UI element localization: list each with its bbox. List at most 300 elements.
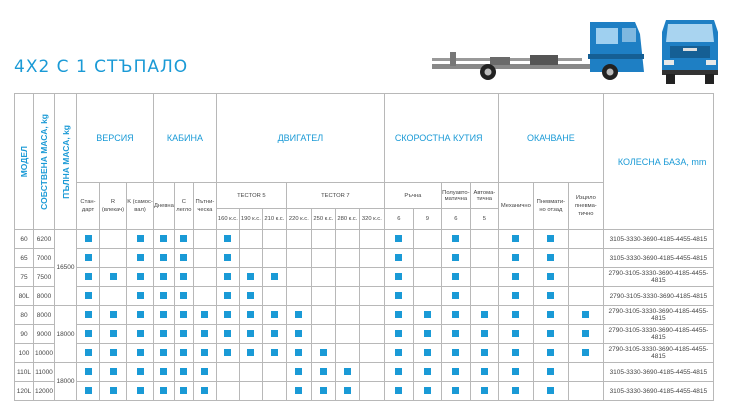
cell-availability xyxy=(311,363,335,382)
cell-availability xyxy=(154,344,175,363)
cell-availability xyxy=(470,344,498,363)
available-square-icon xyxy=(395,368,402,375)
available-square-icon xyxy=(582,330,589,337)
cell-availability xyxy=(193,325,216,344)
available-square-icon xyxy=(512,387,519,394)
cell-availability xyxy=(239,249,262,268)
cell-availability xyxy=(384,268,413,287)
available-square-icon xyxy=(137,235,144,242)
cell-availability xyxy=(239,344,262,363)
header-wheelbase: КОЛЕСНА БАЗА, mm xyxy=(603,94,713,230)
cell-model: 60 xyxy=(15,230,34,249)
cell-availability xyxy=(262,325,286,344)
available-square-icon xyxy=(180,235,187,242)
sub-version-tractor: R (влекач) xyxy=(100,183,127,230)
cell-availability xyxy=(359,268,384,287)
cell-availability xyxy=(216,268,239,287)
available-square-icon xyxy=(180,273,187,280)
table-row xyxy=(15,363,714,382)
cell-availability xyxy=(568,325,603,344)
available-square-icon xyxy=(271,330,278,337)
available-square-icon xyxy=(160,330,167,337)
available-square-icon xyxy=(547,273,554,280)
cell-availability xyxy=(262,230,286,249)
sub-gearbox-6-semiauto: 6 xyxy=(441,209,470,230)
available-square-icon xyxy=(180,387,187,394)
cell-availability xyxy=(127,363,154,382)
available-square-icon xyxy=(395,349,402,356)
cell-availability xyxy=(154,287,175,306)
available-square-icon xyxy=(452,254,459,261)
cell-availability xyxy=(498,287,533,306)
cell-availability xyxy=(384,344,413,363)
cell-availability xyxy=(470,382,498,401)
available-square-icon xyxy=(224,311,231,318)
available-square-icon xyxy=(180,292,187,299)
cell-availability xyxy=(239,230,262,249)
sub-version-standard: Стан-дарт xyxy=(77,183,100,230)
header-engine: ДВИГАТЕЛ xyxy=(216,94,384,183)
cell-availability xyxy=(533,268,568,287)
cell-model: 75 xyxy=(15,268,34,287)
cell-availability xyxy=(216,230,239,249)
sub-engine-tector5: TECTOR 5 xyxy=(216,183,286,209)
header-suspension: ОКАЧВАНЕ xyxy=(498,94,603,183)
available-square-icon xyxy=(160,235,167,242)
specification-table xyxy=(14,93,714,401)
cell-availability xyxy=(498,268,533,287)
cell-availability xyxy=(286,306,311,325)
cell-availability xyxy=(384,382,413,401)
sub-engine-220: 220 к.с. xyxy=(286,209,311,230)
table-row xyxy=(15,230,714,249)
available-square-icon xyxy=(180,349,187,356)
available-square-icon xyxy=(320,349,327,356)
cell-full-mass: 18000 xyxy=(55,363,77,401)
available-square-icon xyxy=(110,273,117,280)
available-square-icon xyxy=(85,292,92,299)
cell-availability xyxy=(533,325,568,344)
sub-gearbox-5-auto: 5 xyxy=(470,209,498,230)
cell-availability xyxy=(77,344,100,363)
available-square-icon xyxy=(224,330,231,337)
sub-engine-190: 190 к.с. xyxy=(239,209,262,230)
available-square-icon xyxy=(452,235,459,242)
cell-availability xyxy=(470,325,498,344)
cell-availability xyxy=(193,268,216,287)
cell-availability xyxy=(174,363,193,382)
cell-availability xyxy=(100,249,127,268)
cell-availability xyxy=(498,230,533,249)
cell-full-mass: 16500 xyxy=(55,230,77,306)
header-own-mass: СОБСТВЕНА МАСА, kg xyxy=(34,94,55,230)
cell-availability xyxy=(384,306,413,325)
cell-availability xyxy=(154,325,175,344)
available-square-icon xyxy=(247,311,254,318)
cell-availability xyxy=(359,363,384,382)
available-square-icon xyxy=(547,368,554,375)
available-square-icon xyxy=(201,349,208,356)
cell-availability xyxy=(311,268,335,287)
sub-engine-tector7: TECTOR 7 xyxy=(286,183,384,209)
sub-engine-250: 250 к.с. xyxy=(311,209,335,230)
available-square-icon xyxy=(201,311,208,318)
available-square-icon xyxy=(344,368,351,375)
available-square-icon xyxy=(395,292,402,299)
available-square-icon xyxy=(424,387,431,394)
cell-availability xyxy=(154,363,175,382)
available-square-icon xyxy=(481,311,488,318)
cell-availability xyxy=(286,344,311,363)
available-square-icon xyxy=(295,387,302,394)
cell-wheelbase: 3105-3330-3690-4185-4455-4815 xyxy=(603,249,713,268)
cell-own-mass: 11000 xyxy=(34,363,55,382)
sub-version-tipper: K (самос-вал) xyxy=(127,183,154,230)
cell-availability xyxy=(413,268,441,287)
cell-availability xyxy=(193,230,216,249)
available-square-icon xyxy=(295,330,302,337)
available-square-icon xyxy=(481,349,488,356)
available-square-icon xyxy=(180,254,187,261)
available-square-icon xyxy=(247,349,254,356)
table-row xyxy=(15,287,714,306)
cell-availability xyxy=(413,382,441,401)
cell-wheelbase: 3105-3330-3690-4185-4455-4815 xyxy=(603,363,713,382)
cell-availability xyxy=(193,287,216,306)
cell-availability xyxy=(286,249,311,268)
available-square-icon xyxy=(512,311,519,318)
cell-model: 110L xyxy=(15,363,34,382)
cell-own-mass: 12000 xyxy=(34,382,55,401)
sub-gearbox-manual: Ръчна xyxy=(384,183,441,209)
available-square-icon xyxy=(271,273,278,280)
cell-availability xyxy=(335,268,359,287)
available-square-icon xyxy=(247,330,254,337)
available-square-icon xyxy=(224,292,231,299)
cell-availability xyxy=(77,268,100,287)
cell-availability xyxy=(239,382,262,401)
available-square-icon xyxy=(160,387,167,394)
cell-own-mass: 7000 xyxy=(34,249,55,268)
available-square-icon xyxy=(512,349,519,356)
available-square-icon xyxy=(481,387,488,394)
cell-availability xyxy=(127,287,154,306)
sub-gearbox-9-manual: 9 xyxy=(413,209,441,230)
available-square-icon xyxy=(137,330,144,337)
cell-availability xyxy=(262,363,286,382)
cell-availability xyxy=(568,249,603,268)
cell-availability xyxy=(127,306,154,325)
cell-availability xyxy=(239,363,262,382)
available-square-icon xyxy=(137,254,144,261)
cell-own-mass: 8000 xyxy=(34,306,55,325)
sub-cab-crew: Пътни-ческа xyxy=(193,183,216,230)
table-row xyxy=(15,344,714,363)
available-square-icon xyxy=(547,330,554,337)
available-square-icon xyxy=(85,330,92,337)
cell-availability xyxy=(568,306,603,325)
cell-availability xyxy=(262,268,286,287)
available-square-icon xyxy=(137,368,144,375)
cell-availability xyxy=(533,230,568,249)
cell-availability xyxy=(441,249,470,268)
cell-availability xyxy=(359,344,384,363)
cell-availability xyxy=(441,268,470,287)
cell-availability xyxy=(174,287,193,306)
cell-availability xyxy=(286,230,311,249)
cell-availability xyxy=(174,382,193,401)
cell-availability xyxy=(384,249,413,268)
cell-availability xyxy=(359,230,384,249)
cell-availability xyxy=(286,287,311,306)
header-version: ВЕРСИЯ xyxy=(77,94,154,183)
cell-availability xyxy=(335,230,359,249)
cell-availability xyxy=(470,287,498,306)
available-square-icon xyxy=(452,387,459,394)
cell-availability xyxy=(413,344,441,363)
cell-availability xyxy=(568,287,603,306)
available-square-icon xyxy=(547,387,554,394)
cell-availability xyxy=(413,325,441,344)
available-square-icon xyxy=(512,273,519,280)
cell-availability xyxy=(441,363,470,382)
available-square-icon xyxy=(295,368,302,375)
cell-availability xyxy=(498,382,533,401)
available-square-icon xyxy=(224,349,231,356)
cell-availability xyxy=(413,287,441,306)
available-square-icon xyxy=(582,349,589,356)
available-square-icon xyxy=(110,330,117,337)
available-square-icon xyxy=(201,387,208,394)
available-square-icon xyxy=(224,254,231,261)
sub-engine-280: 280 к.с. xyxy=(335,209,359,230)
sub-gearbox-semiauto: Полуавто-матична xyxy=(441,183,470,209)
cell-availability xyxy=(77,306,100,325)
available-square-icon xyxy=(224,235,231,242)
cell-availability xyxy=(77,287,100,306)
available-square-icon xyxy=(110,387,117,394)
cell-availability xyxy=(100,268,127,287)
cell-availability xyxy=(568,344,603,363)
available-square-icon xyxy=(582,311,589,318)
available-square-icon xyxy=(320,368,327,375)
cell-availability xyxy=(174,344,193,363)
cell-availability xyxy=(216,325,239,344)
cell-availability xyxy=(413,230,441,249)
sub-cab-sleeper: С легло xyxy=(174,183,193,230)
cell-availability xyxy=(470,306,498,325)
cell-availability xyxy=(174,306,193,325)
cell-availability xyxy=(533,344,568,363)
sub-cab-day: Дневна xyxy=(154,183,175,230)
available-square-icon xyxy=(137,273,144,280)
available-square-icon xyxy=(512,330,519,337)
available-square-icon xyxy=(160,349,167,356)
available-square-icon xyxy=(137,311,144,318)
cell-full-mass: 18000 xyxy=(55,306,77,363)
cell-own-mass: 6200 xyxy=(34,230,55,249)
cell-availability xyxy=(335,287,359,306)
header-model: МОДЕЛ xyxy=(15,94,34,230)
sub-suspension-mechanical: Механично xyxy=(498,183,533,230)
available-square-icon xyxy=(160,368,167,375)
cell-model: 90 xyxy=(15,325,34,344)
available-square-icon xyxy=(180,311,187,318)
available-square-icon xyxy=(160,311,167,318)
cell-availability xyxy=(174,268,193,287)
cell-availability xyxy=(384,287,413,306)
cell-availability xyxy=(193,363,216,382)
cell-availability xyxy=(127,268,154,287)
cell-availability xyxy=(193,382,216,401)
cell-availability xyxy=(568,230,603,249)
available-square-icon xyxy=(395,311,402,318)
available-square-icon xyxy=(395,235,402,242)
table-row xyxy=(15,382,714,401)
cell-availability xyxy=(216,363,239,382)
cell-own-mass: 8000 xyxy=(34,287,55,306)
header-full-mass: ПЪЛНА МАСА, kg xyxy=(55,94,77,230)
cell-availability xyxy=(262,249,286,268)
cell-availability xyxy=(311,325,335,344)
header-cab: КАБИНА xyxy=(154,94,217,183)
available-square-icon xyxy=(512,254,519,261)
available-square-icon xyxy=(395,330,402,337)
cell-wheelbase: 2790-3105-3330-3690-4185-4815 xyxy=(603,287,713,306)
available-square-icon xyxy=(160,254,167,261)
cell-availability xyxy=(311,382,335,401)
available-square-icon xyxy=(395,254,402,261)
sub-engine-320: 320 к.с. xyxy=(359,209,384,230)
cell-availability xyxy=(239,306,262,325)
cell-availability xyxy=(359,382,384,401)
available-square-icon xyxy=(110,311,117,318)
cell-availability xyxy=(262,287,286,306)
table-row xyxy=(15,306,714,325)
cell-availability xyxy=(216,382,239,401)
available-square-icon xyxy=(160,292,167,299)
cell-availability xyxy=(533,287,568,306)
available-square-icon xyxy=(295,311,302,318)
available-square-icon xyxy=(547,349,554,356)
cell-availability xyxy=(335,306,359,325)
truck-side-view-image xyxy=(430,12,650,87)
sub-suspension-rear-air: Пневмати-но отзад xyxy=(533,183,568,230)
cell-availability xyxy=(100,325,127,344)
cell-own-mass: 7500 xyxy=(34,268,55,287)
available-square-icon xyxy=(201,368,208,375)
cell-availability xyxy=(193,249,216,268)
cell-availability xyxy=(533,306,568,325)
cell-availability xyxy=(239,287,262,306)
cell-availability xyxy=(216,344,239,363)
cell-availability xyxy=(384,230,413,249)
cell-availability xyxy=(127,325,154,344)
cell-availability xyxy=(335,325,359,344)
cell-availability xyxy=(470,230,498,249)
cell-availability xyxy=(100,230,127,249)
cell-availability xyxy=(239,325,262,344)
cell-availability xyxy=(413,363,441,382)
cell-model: 100 xyxy=(15,344,34,363)
cell-availability xyxy=(441,325,470,344)
cell-wheelbase: 2790-3105-3330-3690-4185-4455-4815 xyxy=(603,268,713,287)
table-row xyxy=(15,325,714,344)
cell-availability xyxy=(533,382,568,401)
cell-availability xyxy=(441,344,470,363)
sub-gearbox-6-manual: 6 xyxy=(384,209,413,230)
page-title: 4X2 С 1 СТЪПАЛО xyxy=(14,57,189,77)
cell-availability xyxy=(533,363,568,382)
cell-availability xyxy=(100,363,127,382)
available-square-icon xyxy=(452,292,459,299)
available-square-icon xyxy=(271,349,278,356)
cell-wheelbase: 2790-3105-3330-3690-4185-4455-4815 xyxy=(603,344,713,363)
cell-availability xyxy=(359,287,384,306)
cell-availability xyxy=(100,287,127,306)
cell-availability xyxy=(498,344,533,363)
cell-availability xyxy=(216,287,239,306)
sub-engine-160: 160 к.с. xyxy=(216,209,239,230)
cell-availability xyxy=(441,287,470,306)
cell-availability xyxy=(77,230,100,249)
cell-availability xyxy=(498,306,533,325)
available-square-icon xyxy=(271,311,278,318)
available-square-icon xyxy=(452,330,459,337)
available-square-icon xyxy=(137,387,144,394)
cell-model: 120L xyxy=(15,382,34,401)
header-gearbox: СКОРОСТНА КУТИЯ xyxy=(384,94,498,183)
cell-availability xyxy=(154,249,175,268)
cell-availability xyxy=(286,382,311,401)
cell-model: 80 xyxy=(15,306,34,325)
cell-availability xyxy=(127,382,154,401)
cell-availability xyxy=(216,306,239,325)
cell-availability xyxy=(100,306,127,325)
available-square-icon xyxy=(201,330,208,337)
sub-gearbox-auto: Автома-тична xyxy=(470,183,498,209)
cell-availability xyxy=(335,344,359,363)
cell-availability xyxy=(413,306,441,325)
table-row xyxy=(15,249,714,268)
cell-availability xyxy=(470,363,498,382)
available-square-icon xyxy=(85,349,92,356)
available-square-icon xyxy=(85,368,92,375)
cell-availability xyxy=(311,230,335,249)
available-square-icon xyxy=(452,273,459,280)
cell-availability xyxy=(100,344,127,363)
cell-availability xyxy=(174,230,193,249)
cell-availability xyxy=(335,249,359,268)
cell-availability xyxy=(384,363,413,382)
available-square-icon xyxy=(481,330,488,337)
available-square-icon xyxy=(395,273,402,280)
cell-availability xyxy=(498,363,533,382)
cell-availability xyxy=(533,249,568,268)
available-square-icon xyxy=(547,292,554,299)
available-square-icon xyxy=(85,235,92,242)
cell-own-mass: 9000 xyxy=(34,325,55,344)
truck-front-view-image xyxy=(656,12,724,87)
cell-availability xyxy=(568,382,603,401)
cell-availability xyxy=(359,325,384,344)
cell-availability xyxy=(498,325,533,344)
available-square-icon xyxy=(247,273,254,280)
available-square-icon xyxy=(160,273,167,280)
cell-availability xyxy=(470,268,498,287)
table-row xyxy=(15,268,714,287)
cell-availability xyxy=(568,268,603,287)
